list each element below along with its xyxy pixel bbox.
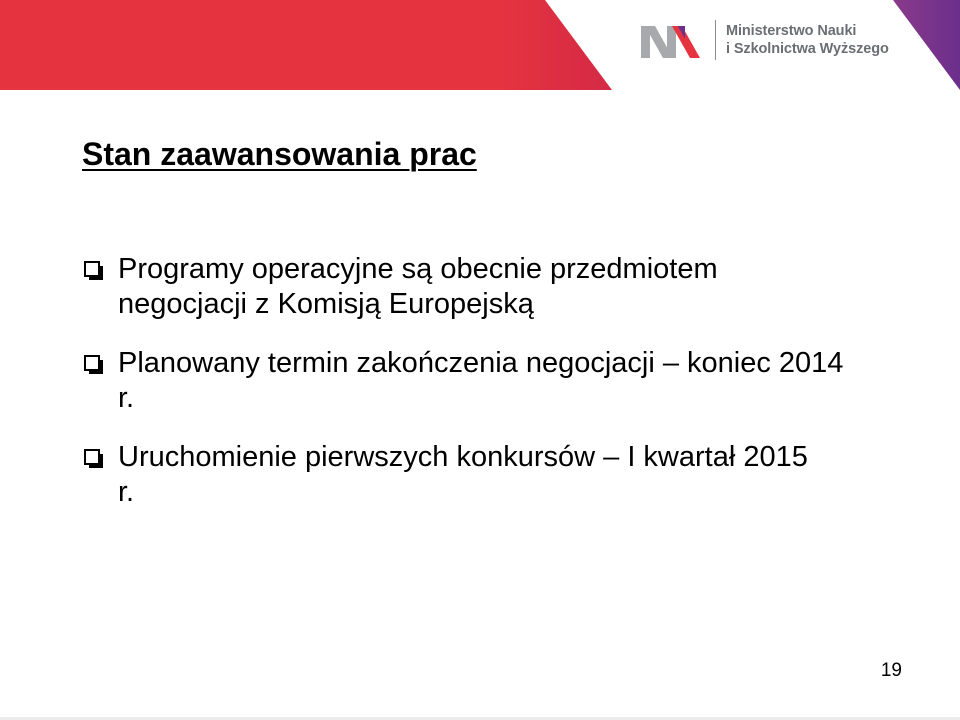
logo-divider bbox=[715, 20, 716, 60]
bullet-item bbox=[84, 252, 884, 322]
purple-corner-shape bbox=[893, 0, 960, 90]
slide-page-number: 19 bbox=[880, 660, 902, 681]
ministry-name-line2: i Szkolnictwa Wyższego bbox=[726, 41, 889, 57]
bullet-text: Uruchomienie pierwszych konkursów – I kwartał 2015 r. bbox=[118, 441, 808, 508]
bullet-item bbox=[84, 346, 884, 416]
hollow-square-bullet-icon bbox=[84, 449, 104, 469]
hollow-square-bullet-icon bbox=[84, 355, 104, 375]
bullet-text: Programy operacyjne są obecnie przedmiotem negocjacji z Komisją Europejską bbox=[118, 253, 718, 320]
ministry-monogram-icon bbox=[641, 22, 703, 58]
bullet-text: Planowany termin zakończenia negocjacji – koniec 2014 r. bbox=[118, 347, 844, 414]
red-banner-shape bbox=[0, 0, 612, 90]
hollow-square-bullet-icon bbox=[84, 261, 104, 281]
ministry-logo bbox=[641, 18, 889, 62]
bullet-list bbox=[84, 252, 884, 534]
ministry-name bbox=[726, 22, 889, 58]
bullet-item bbox=[84, 440, 884, 510]
slide-title: Stan zaawansowania prac bbox=[82, 136, 477, 172]
ministry-name-line1: Ministerstwo Nauki bbox=[726, 23, 857, 39]
